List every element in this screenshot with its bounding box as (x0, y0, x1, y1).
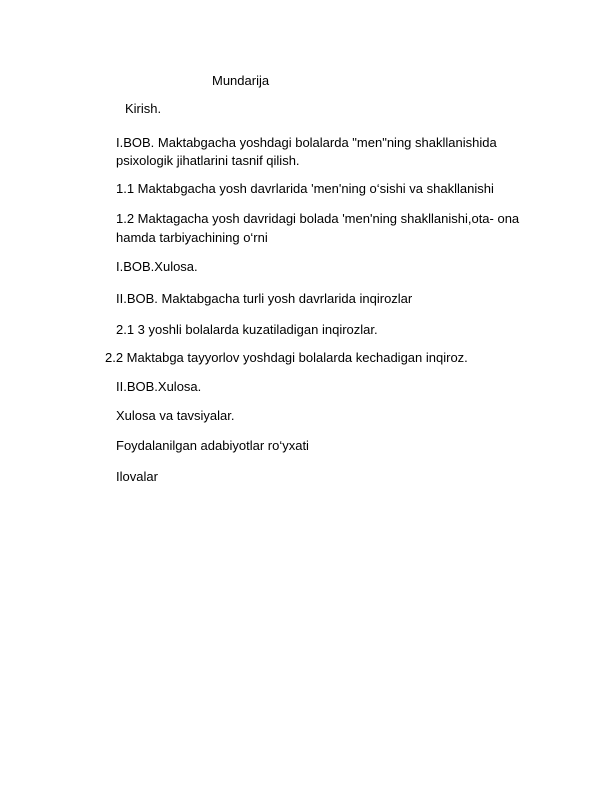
toc-entry-chapter-1-conclusion: I.BOB.Xulosa. (116, 259, 198, 274)
toc-entry-chapter-2: II.BOB. Maktabgacha turli yosh davrlarida inqirozlar (116, 291, 413, 306)
toc-entry-introduction: Kirish. (125, 101, 162, 116)
toc-entry-section-2-2: 2.2 Maktabga tayyorlov yoshdagi bolalarda kechadigan inqiroz. (105, 350, 468, 365)
toc-entry-section-1-2-line-1: 1.2 Maktagacha yosh davridagi bolada 'men'ning shakllanishi,ota- ona (116, 211, 520, 226)
toc-entry-section-2-1: 2.1 3 yoshli bolalarda kuzatiladigan inqirozlar. (116, 322, 378, 337)
toc-entry-section-1-2-line-2: hamda tarbiyachining o‘rni (116, 230, 268, 245)
toc-entry-chapter-1-line-2: psixologik jihatlarini tasnif qilish. (116, 153, 300, 168)
toc-entry-chapter-1-line-1: I.BOB. Maktabgacha yoshdagi bolalarda "men"ning shakllanishida (116, 135, 497, 150)
toc-entry-section-1-1: 1.1 Maktabgacha yosh davrlarida 'men'ning o‘sishi va shakllanishi (116, 181, 494, 196)
toc-title: Mundarija (212, 73, 270, 88)
toc-entry-appendices: Ilovalar (116, 469, 158, 484)
toc-entry-conclusions: Xulosa va tavsiyalar. (116, 408, 235, 423)
toc-entry-chapter-2-conclusion: II.BOB.Xulosa. (116, 379, 202, 394)
toc-entry-bibliography: Foydalanilgan adabiyotlar ro‘yxati (116, 438, 309, 453)
